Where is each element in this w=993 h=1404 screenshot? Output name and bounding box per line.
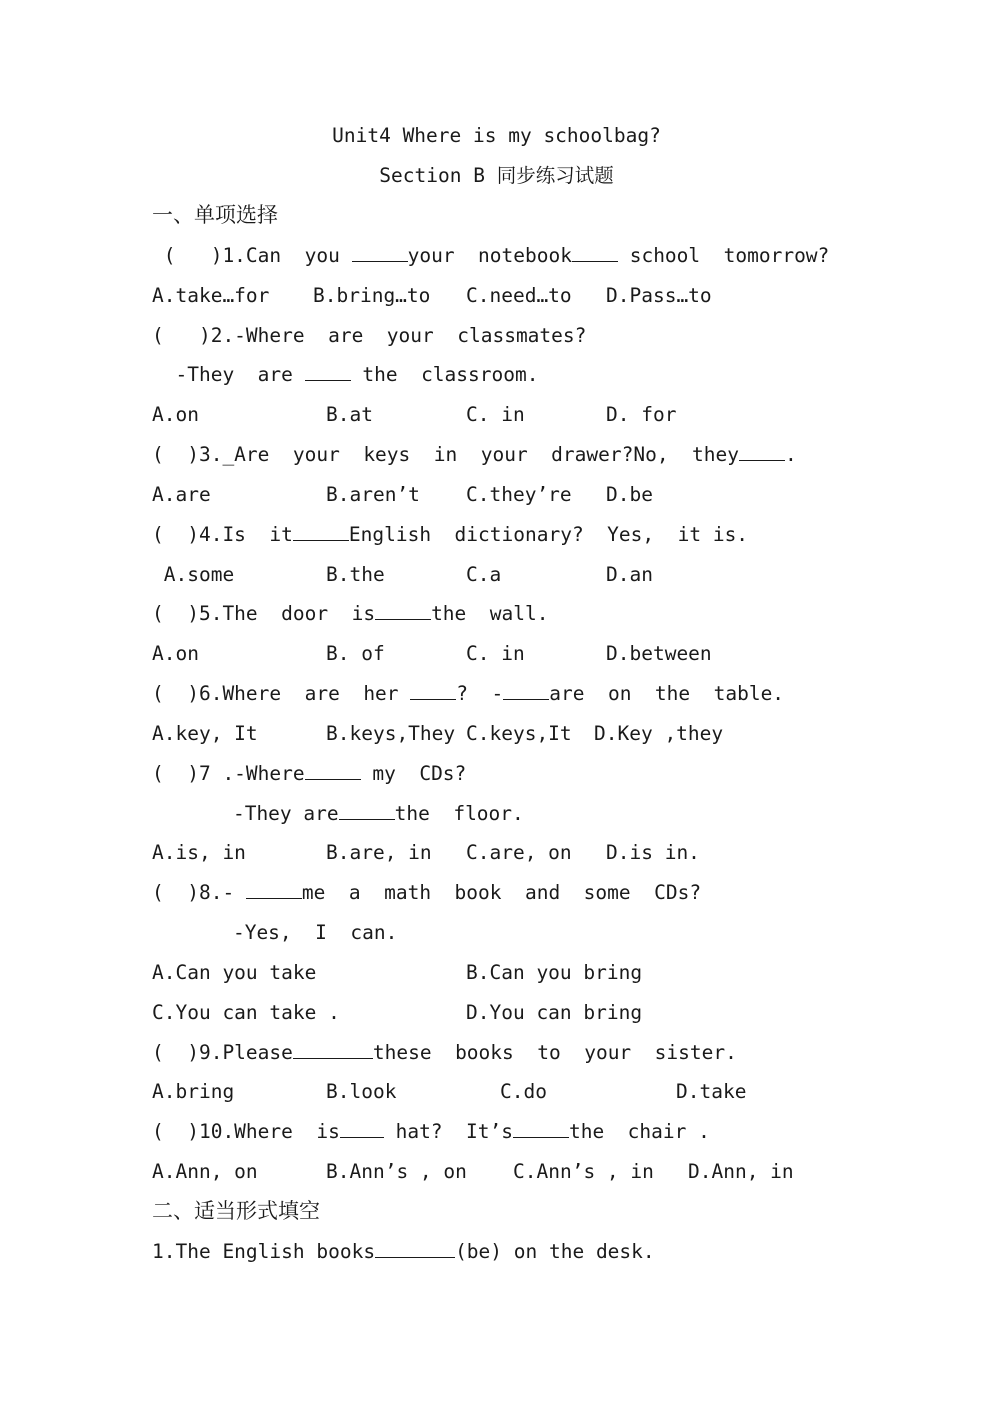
option-b: B.Can you bring xyxy=(466,961,643,984)
answer-blank xyxy=(513,1120,569,1138)
option-b: B.keys,They xyxy=(326,722,456,745)
question-2: ( )2.-Where are your classmates? xyxy=(152,324,587,347)
page-subtitle: Section B 同步练习试题 xyxy=(379,164,614,187)
option-d: D.Pass…to xyxy=(606,284,712,307)
option-c: C.keys,It xyxy=(466,722,572,745)
option-d: D. for xyxy=(606,403,677,426)
option-a: A.on xyxy=(152,642,199,665)
option-b: B.the xyxy=(326,563,385,586)
option-a: A.take…for xyxy=(152,284,270,307)
option-c: C.they’re xyxy=(466,483,572,506)
answer-blank xyxy=(246,881,302,899)
question-2-answer-line: -They are the classroom. xyxy=(152,363,539,386)
option-b: B. of xyxy=(326,642,385,665)
answer-blank xyxy=(739,443,785,461)
answer-blank xyxy=(375,1240,455,1258)
answer-blank xyxy=(339,802,395,820)
option-b: B.aren’t xyxy=(326,483,420,506)
answer-blank xyxy=(293,523,349,541)
section-heading-multiple-choice: 一、单项选择 xyxy=(152,203,278,227)
option-b: B.at xyxy=(326,403,373,426)
option-a: A.is, in xyxy=(152,841,246,864)
option-a: A.bring xyxy=(152,1080,235,1103)
question-3: ( )3._Are your keys in your drawer?No, they . xyxy=(152,443,797,466)
question-6: ( )6.Where are her ? - are on the table. xyxy=(152,682,785,705)
option-c: C.are, on xyxy=(466,841,572,864)
answer-blank xyxy=(352,244,408,262)
question-10: ( )10.Where is hat? It’s the chair . xyxy=(152,1120,710,1143)
answer-blank xyxy=(503,682,549,700)
option-c: C.need…to xyxy=(466,284,572,307)
option-a: A.Can you take xyxy=(152,961,317,984)
section-heading-fill-in: 二、适当形式填空 xyxy=(152,1199,320,1223)
option-a: A.some xyxy=(152,563,235,586)
option-b: B.look xyxy=(326,1080,397,1103)
page-title: Unit4 Where is my schoolbag? xyxy=(332,124,661,147)
option-c: C.a xyxy=(466,563,502,586)
option-d: D.between xyxy=(606,642,712,665)
question-7-answer-line: -They are the floor. xyxy=(186,802,524,825)
option-b: B.Ann’s , on xyxy=(326,1160,467,1183)
question-5: ( )5.The door is the wall. xyxy=(152,602,549,625)
option-d: D.Key ,they xyxy=(594,722,724,745)
option-d: D.take xyxy=(676,1080,747,1103)
option-c: C.do xyxy=(500,1080,547,1103)
option-d: D.be xyxy=(606,483,653,506)
question-1: ( )1.Can you your notebook school tomorrow? xyxy=(152,244,830,267)
option-a: A.on xyxy=(152,403,199,426)
option-c: C.Ann’s , in xyxy=(513,1160,654,1183)
answer-blank xyxy=(375,602,431,620)
question-8: ( )8.- me a math book and some CDs? xyxy=(152,881,702,904)
fill-in-question-1: 1.The English books (be) on the desk. xyxy=(152,1240,655,1263)
option-a: A.are xyxy=(152,483,211,506)
answer-blank xyxy=(340,1120,384,1138)
option-c: C. in xyxy=(466,403,525,426)
answer-blank xyxy=(305,762,361,780)
option-d: D.Ann, in xyxy=(688,1160,794,1183)
question-8-answer-line: -Yes, I can. xyxy=(186,921,398,944)
option-a: A.key, It xyxy=(152,722,258,745)
option-c: C.You can take . xyxy=(152,1001,340,1024)
question-7: ( )7 .-Where my CDs? xyxy=(152,762,467,785)
answer-blank xyxy=(410,682,456,700)
option-c: C. in xyxy=(466,642,525,665)
question-9: ( )9.Please these books to your sister. xyxy=(152,1041,737,1064)
option-a: A.Ann, on xyxy=(152,1160,258,1183)
option-b: B.are, in xyxy=(326,841,432,864)
answer-blank xyxy=(305,363,351,381)
option-b: B.bring…to xyxy=(313,284,431,307)
option-d: D.an xyxy=(606,563,653,586)
option-d: D.You can bring xyxy=(466,1001,643,1024)
question-4: ( )4.Is it English dictionary? Yes, it is. xyxy=(152,523,749,546)
option-d: D.is in. xyxy=(606,841,700,864)
answer-blank xyxy=(572,244,618,262)
answer-blank xyxy=(293,1041,373,1059)
